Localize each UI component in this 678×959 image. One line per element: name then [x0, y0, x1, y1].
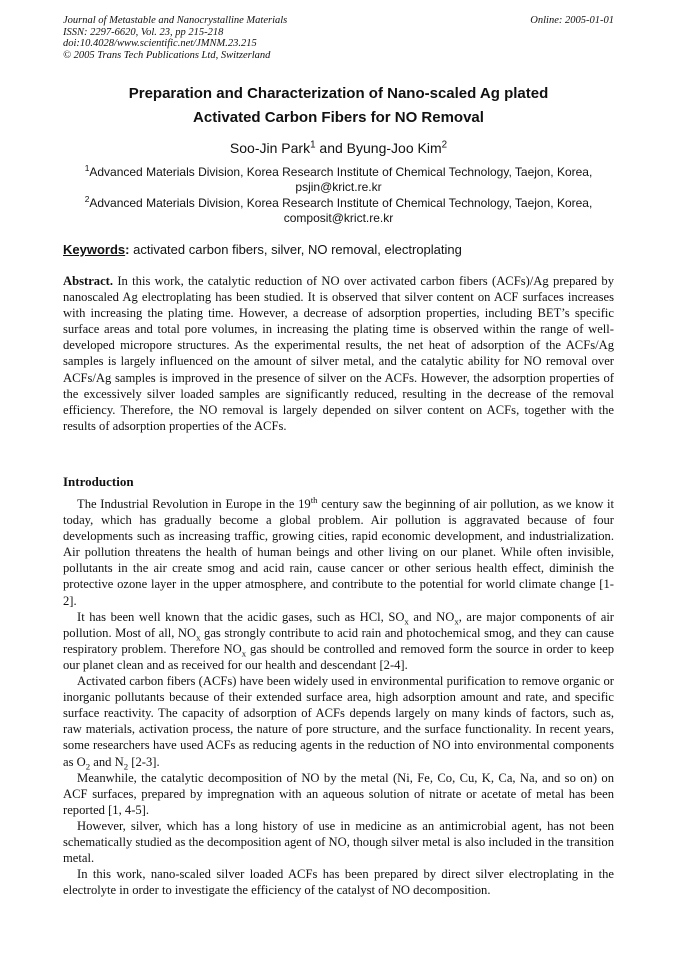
- author-conjunction: and: [315, 140, 347, 156]
- introduction-heading: Introduction: [63, 474, 134, 489]
- intro-p2-text-a: It has been well known that the acidic gases, such as HCl, SO: [77, 609, 405, 624]
- affiliation-2-mark: 2: [84, 194, 90, 204]
- intro-paragraph-3: [63, 673, 614, 770]
- title-line-2: Activated Carbon Fibers for NO Removal: [193, 109, 484, 126]
- affiliation-2-text: Advanced Materials Division, Korea Research Institute of Chemical Technology, Taejon, Korea,: [89, 196, 593, 210]
- copyright-line: © 2005 Trans Tech Publications Ltd, Switzerland: [63, 49, 271, 61]
- intro-p3-text-a: Activated carbon fibers (ACFs) have been widely used in environmental purification to remove organic or inorganic pollutants because of their extended surface area, high adsorption amount and rate, and specific surface reactivity. The capacity of adsorption of ACFs depends largely on many kinds of factors, such as, raw materials, activation process, the nature of pore structure, and the surface functionality. In recent years, some researchers have used ACFs as reducing agents in the reduction of NO into environmental components as O: [63, 674, 614, 769]
- author-1: Soo-Jin Park: [229, 140, 311, 156]
- intro-paragraph-6: In this work, nano-scaled silver loaded ACFs has been prepared by direct silver electroplating in the electrolyte in order to investigate the efficiency of the catalyst of NO decomposition.: [63, 867, 614, 898]
- keywords-label: Keywords: [63, 242, 126, 257]
- abstract-text: In this work, the catalytic reduction of NO over activated carbon fibers (ACFs)/Ag prepared by nanoscaled Ag electroplating has been studied. It is observed that silver content on ACF surfaces increases with increasing the plating time. However, a decrease of adsorption properties, including BET’s specific surface areas and total pore volumes, in increasing the plating time is observed within the range of well-developed micropore structures. As the experimental results, the net heat of adsorption of the ACFs/Ag samples is largely influenced on the amount of silver metal, and the catalytic ability for NO removal over ACFs/Ag samples is improved in the presence of silver on the ACFs. However, the adsorption properties of the excessively silver loaded samples are significantly reduced, resulting in the decrease of the removal efficiency. Therefore, the NO removal is largely depended on silver content on ACFs, together with the results of adsorption properties of the ACFs.: [63, 274, 614, 433]
- keywords-colon: :: [125, 242, 130, 257]
- intro-paragraph-5: However, silver, which has a long history of use in medicine as an antimicrobial agent, has not been schematically studied as the decomposition agent of NO, though silver metal is also included in the transition metal.: [63, 818, 614, 866]
- affiliation-1-text: Advanced Materials Division, Korea Research Institute of Chemical Technology, Taejon, Korea,: [89, 165, 593, 179]
- intro-paragraph-2: [63, 609, 614, 673]
- intro-p2-text-b: and NO: [408, 609, 455, 624]
- affiliation-2-email: composit@krict.re.kr: [283, 211, 394, 225]
- abstract: [63, 273, 614, 434]
- intro-p2-text-e: gas should be controlled and removed form the source in order to keep our planet clean and as received for our health and descendant [2-4].: [63, 641, 614, 672]
- abstract-label: Abstract.: [63, 274, 114, 288]
- author-1-affiliation-mark: 1: [310, 139, 316, 151]
- intro-p3-sub-2: 2: [123, 761, 129, 772]
- affiliation-1-email: psjin@krict.re.kr: [295, 180, 382, 194]
- intro-p2-sub-4: x: [241, 648, 247, 659]
- keywords: [63, 242, 614, 258]
- author-list: [63, 139, 614, 157]
- issn-line: ISSN: 2297-6620, Vol. 23, pp 215-218: [63, 26, 224, 38]
- author-2-affiliation-mark: 2: [441, 139, 448, 151]
- online-date: Online: 2005-01-01: [530, 15, 614, 26]
- journal-header: [63, 15, 614, 61]
- intro-p3-sub-1: 2: [85, 761, 91, 772]
- intro-p2-text-c: , are major components of air pollution. Most of all, NO: [63, 609, 615, 640]
- intro-paragraph-1: [63, 496, 614, 609]
- affiliation-2: [63, 196, 614, 226]
- intro-paragraph-4: Meanwhile, the catalytic decomposition of NO by the metal (Ni, Fe, Co, Cu, K, Ca, Na, and so on) on ACF surfaces, prepared by impregnation with an aqueous solution of nitrate or acetate of metal has been reported [1, 4-5].: [63, 770, 614, 817]
- intro-p3-text-b: and N: [90, 754, 124, 769]
- doi-line: doi:10.4028/www.scientific.net/JMNM.23.215: [63, 38, 257, 49]
- intro-p2-sub-3: x: [196, 632, 201, 643]
- intro-p2-sub-1: x: [404, 616, 409, 627]
- paper-title: [63, 82, 614, 130]
- intro-p1-sup: th: [310, 494, 318, 505]
- author-2: Byung-Joo Kim: [346, 140, 442, 156]
- intro-p1-text-a: The Industrial Revolution in Europe in the 19: [77, 497, 311, 511]
- intro-p2-sub-2: x: [454, 616, 459, 627]
- journal-name: Journal of Metastable and Nanocrystalline Materials: [63, 15, 288, 26]
- affiliation-1: [63, 165, 614, 195]
- introduction-body: [63, 496, 614, 898]
- intro-p2-text-d: gas strongly contribute to acid rain and photochemical smog, and they can cause respiratory problem. Therefore NO: [63, 625, 614, 656]
- affiliation-1-mark: 1: [84, 163, 90, 173]
- keywords-text: activated carbon fibers, silver, NO removal, electroplating: [129, 242, 462, 257]
- title-line-1: Preparation and Characterization of Nano-scaled Ag plated: [128, 85, 549, 102]
- intro-p3-text-c: [2-3].: [128, 754, 160, 769]
- intro-p1-text-b: century saw the beginning of air pollution, as we know it today, which has gradually become a global problem. Air pollution is aggravated because of four developments such as increasing traffic, growing cities, rapid economic development, and industrialization. Air pollution threatens the health of human beings and other living on our planet. While often invisible, pollutants in the air create smog and acid rain, cause cancer or other serious health effect, diminish the protective ozone layer in the upper atmosphere, and contribute to the potential for world climate change [1-2].: [63, 497, 614, 608]
